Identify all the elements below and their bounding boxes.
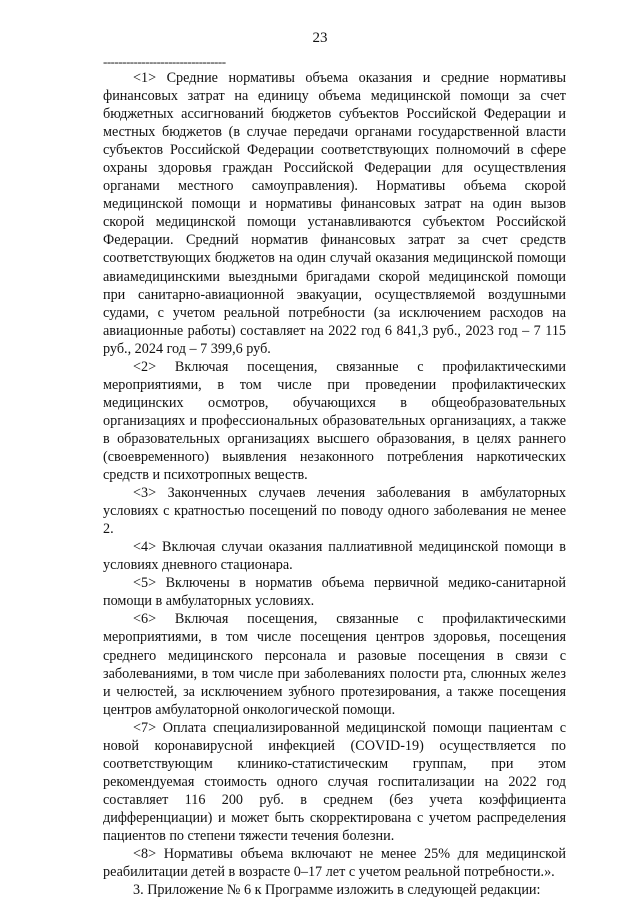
footnote-1: <1> Средние нормативы объема оказания и средние нормативы финансовых затрат на единицу объема медицинской помощи за счет бюджетных ассигнований бюджетов субъектов Российской Федерации и местных бюджетов (в случае передачи органами государственной власти субъектов Российской Федерации соответствующих полномочий в сфере охраны здоровья граждан Российской Федерации для осуществления органами местного самоуправления). Нормативы объема скорой медицинской помощи и нормативы финансовых затрат на один вызов скорой медицинской помощи устанавливаются субъектом Российской Федерации. Средний норматив финансовых затрат за счет средств соответствующих бюджетов на один случай оказания медицинской помощи авиамедицинскими выездными бригадами скорой медицинской помощи при санитарно-авиационной эвакуации, осуществляемой воздушными судами, с учетом реальной потребности (за исключением расходов на авиационные работы) составляет на 2022 год 6 841,3 руб., 2023 год – 7 115 руб., 2024 год – 7 399,6 руб. [103, 70, 566, 357]
footnote-7: <7> Оплата специализированной медицинской помощи пациентам с новой коронавирусной инфекцией (COVID-19) осуществляется по соответствующим клинико-статистическим группам, при этом рекомендуемая стоимость одного случая госпитализации на 2022 год составляет 116 200 руб. в среднем (без учета коэффициента дифференциации) и может быть скорректирована с учетом распределения пациентов по степени тяжести течения болезни. [103, 719, 566, 844]
footnote-5: <5> Включены в норматив объема первичной медико-санитарной помощи в амбулаторных условиях. [103, 575, 566, 610]
footnote-separator: -------------------------------- [103, 54, 226, 69]
footnote-3: <3> Законченных случаев лечения заболевания в амбулаторных условиях с кратностью посещений по поводу одного заболевания не менее 2. [103, 485, 566, 538]
footnote-8: <8> Нормативы объема включают не менее 25% для медицинской реабилитации детей в возрасте 0–17 лет с учетом реальной потребности.». [103, 846, 566, 881]
footnotes-body [103, 69, 566, 899]
closing-paragraph: 3. Приложение № 6 к Программе изложить в следующей редакции: [133, 882, 541, 899]
footnote-4: <4> Включая случаи оказания паллиативной медицинской помощи в условиях дневного стационара. [103, 539, 566, 574]
footnote-2: <2> Включая посещения, связанные с профилактическими мероприятиями, в том числе при проведении профилактических медицинских осмотров, обучающихся в общеобразовательных организациях и профессиональных образовательных организациях, а также в образовательных организациях высшего образования, в целях раннего (своевременного) выявления незаконного потребления наркотических средств и психотропных веществ. [103, 358, 566, 484]
footnote-6: <6> Включая посещения, связанные с профилактическими мероприятиями, в том числе посещения центров здоровья, посещения среднего медицинского персонала и разовые посещения в связи с заболеваниями, в том числе при заболеваниях полости рта, слюнных желез и челюстей, за исключением зубного протезирования, а также посещения центров амбулаторной онкологической помощи. [103, 611, 566, 718]
page-number: 23 [312, 30, 328, 46]
